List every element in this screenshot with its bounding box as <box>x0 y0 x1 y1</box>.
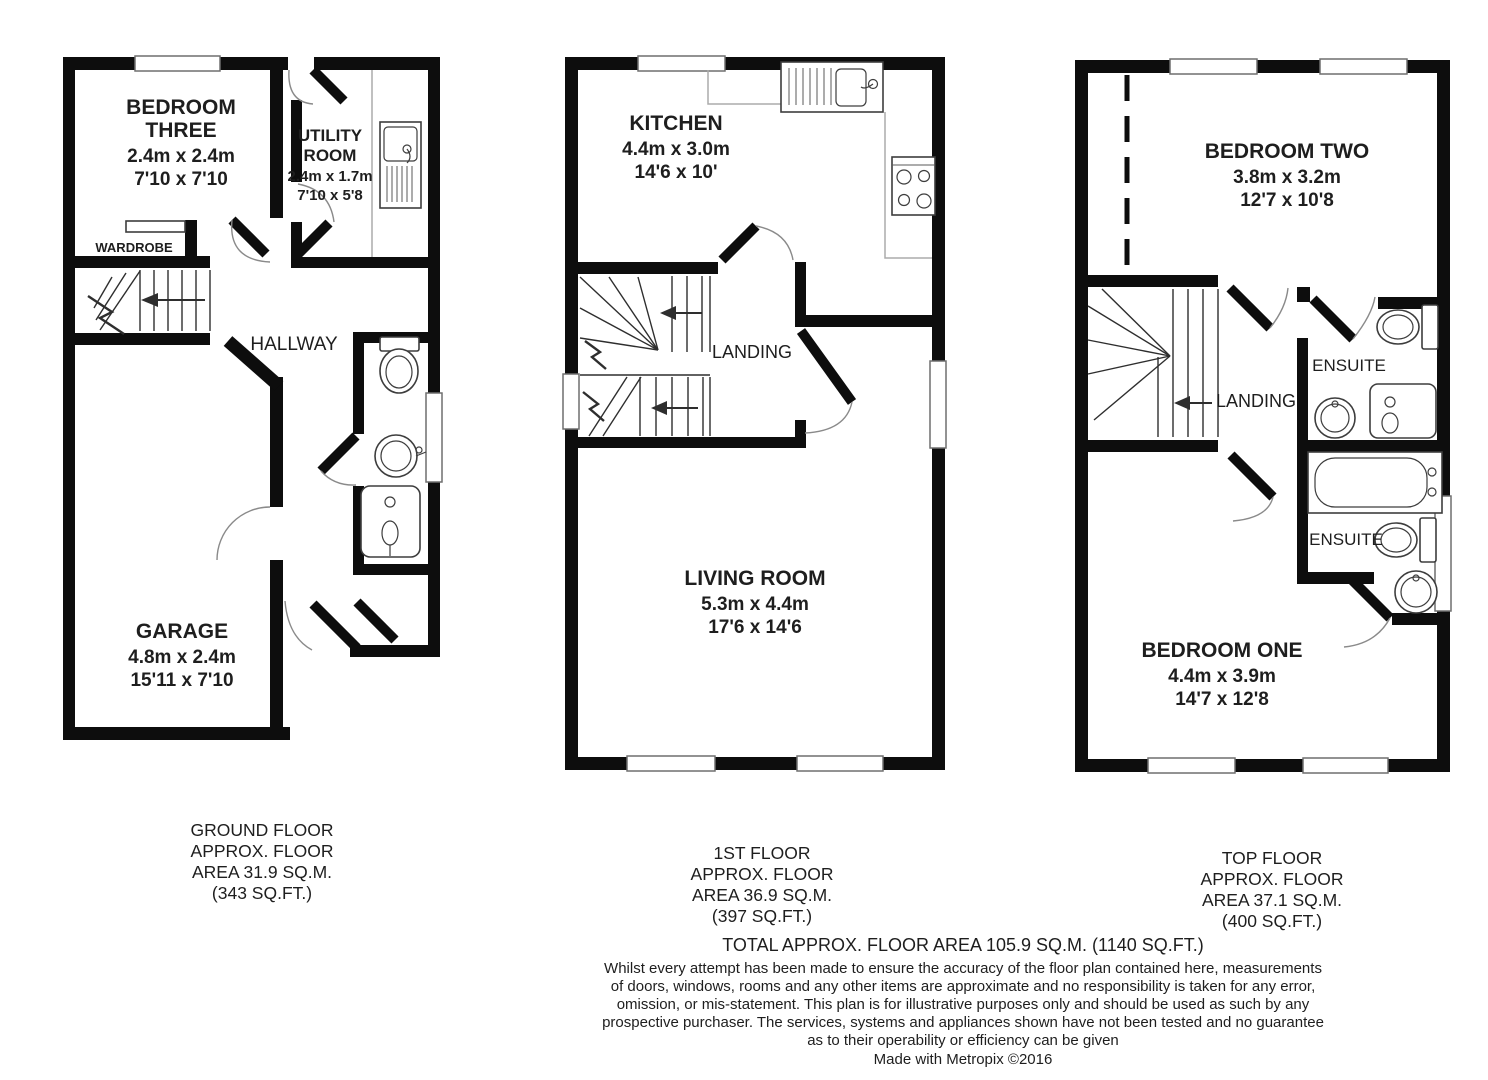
door-arc <box>1270 288 1288 328</box>
first-windows <box>563 56 946 771</box>
bedroom-three-label2: THREE <box>145 119 217 142</box>
disclaimer-line: as to their operability or efficiency can be given <box>807 1032 1119 1049</box>
bedroom-one-door-leaf <box>1231 455 1273 497</box>
first-caption-3: AREA 36.9 SQ.M. <box>691 885 833 905</box>
bedroom-door-leaf <box>232 220 266 254</box>
utility-sink-icon <box>380 122 421 208</box>
landing-label: LANDING <box>1215 391 1297 411</box>
metropix-credit: Made with Metropix ©2016 <box>873 1051 1053 1068</box>
bath-icon <box>1308 452 1442 513</box>
bedroom-one-metric: 4.4m x 3.9m <box>1168 666 1276 687</box>
kitchen-label: KITCHEN <box>629 112 723 135</box>
top-floor-plan <box>1075 59 1451 773</box>
door-arc <box>1233 497 1273 521</box>
toilet-icon <box>1375 518 1436 562</box>
basin-icon <box>375 435 426 477</box>
window <box>1170 59 1257 74</box>
shower-icon <box>1370 384 1436 438</box>
ensuite-door-leaf <box>1313 299 1353 339</box>
wardrobe-door <box>126 221 185 232</box>
wc-door-leaf <box>321 436 356 471</box>
shower-icon <box>361 486 420 557</box>
first-caption-2: APPROX. FLOOR <box>690 864 834 884</box>
hallway-label: HALLWAY <box>250 334 338 355</box>
bedroom-three-imperial: 7'10 x 7'10 <box>134 169 228 190</box>
top-fixtures <box>1308 305 1442 613</box>
front-door-leaf <box>313 70 344 101</box>
top-stairs-icon <box>1088 289 1218 437</box>
door-arc <box>805 402 852 433</box>
utility-metric: 2.4m x 1.7m <box>287 168 373 185</box>
window <box>930 361 946 448</box>
door-arc <box>285 601 312 650</box>
window <box>563 374 579 429</box>
wardrobe-label: WARDROBE <box>95 240 173 255</box>
floor-captions <box>191 820 1344 931</box>
hob-icon <box>892 157 935 215</box>
living-room-label: LIVING ROOM <box>684 567 826 590</box>
door-arc <box>1353 297 1375 339</box>
kitchen-sink-icon <box>781 62 883 112</box>
first-doors <box>722 226 852 433</box>
footer-text <box>602 935 1324 1068</box>
pedestal-basin-icon <box>1315 398 1355 438</box>
top-caption-2: APPROX. FLOOR <box>1200 869 1344 889</box>
door-arc <box>1344 618 1390 647</box>
bedroom-two-door-leaf <box>1230 288 1270 328</box>
pedestal-basin-icon <box>1395 571 1437 613</box>
ensuite-lower-label: ENSUITE <box>1309 530 1383 549</box>
garage-label: GARAGE <box>135 620 229 643</box>
first-floor-plan <box>563 56 946 771</box>
first-caption-1: 1ST FLOOR <box>713 843 811 863</box>
window <box>426 393 442 482</box>
ground-stairs-icon <box>88 270 210 334</box>
bedroom-one-imperial: 14'7 x 12'8 <box>1175 689 1269 710</box>
top-caption-4: (400 SQ.FT.) <box>1221 911 1323 931</box>
bedroom-two-imperial: 12'7 x 10'8 <box>1240 190 1334 211</box>
kitchen-imperial: 14'6 x 10' <box>634 162 718 183</box>
toilet-icon <box>380 337 419 393</box>
rear-door-leaf <box>313 604 357 648</box>
utility-label: UTILITY <box>297 126 363 145</box>
window <box>797 756 883 771</box>
door-arc <box>756 226 793 260</box>
top-caption-3: AREA 37.1 SQ.M. <box>1201 890 1343 910</box>
window <box>627 756 715 771</box>
ground-caption-4: (343 SQ.FT.) <box>211 883 313 903</box>
living-door-leaf <box>801 331 852 402</box>
kitchen-door-leaf <box>722 226 756 260</box>
toilet-icon <box>1377 305 1438 349</box>
disclaimer-line: omission, or mis-statement. This plan is for illustrative purposes only and should be used as such by any <box>616 996 1310 1013</box>
window <box>1148 758 1235 773</box>
ground-caption-3: AREA 31.9 SQ.M. <box>191 862 333 882</box>
disclaimer-line: of doors, windows, rooms and any other items are approximate and no responsibility is taken for any error, <box>610 978 1316 995</box>
living-room-metric: 5.3m x 4.4m <box>701 594 809 615</box>
bedroom-three-label: BEDROOM <box>126 96 236 119</box>
ground-caption-1: GROUND FLOOR <box>190 820 334 840</box>
bedroom-three-metric: 2.4m x 2.4m <box>127 146 235 167</box>
window <box>1320 59 1407 74</box>
door-arc <box>321 471 356 485</box>
ensuite-upper-label: ENSUITE <box>1312 356 1386 375</box>
first-stairs-icon <box>580 276 710 436</box>
ground-labels <box>95 96 372 691</box>
top-caption-1: TOP FLOOR <box>1221 848 1323 868</box>
kitchen-metric: 4.4m x 3.0m <box>622 139 730 160</box>
rear-door-leaf <box>357 602 395 640</box>
bedroom-two-metric: 3.8m x 3.2m <box>1233 167 1341 188</box>
ground-floor-plan <box>63 56 442 740</box>
window <box>1303 758 1388 773</box>
garage-metric: 4.8m x 2.4m <box>128 647 236 668</box>
disclaimer-line: prospective purchaser. The services, systems and appliances shown have not been tested and no guarantee <box>602 1014 1324 1031</box>
garage-door-arc <box>217 507 270 560</box>
living-room-imperial: 17'6 x 14'6 <box>708 617 802 638</box>
door-arc <box>289 70 313 104</box>
garage-imperial: 15'11 x 7'10 <box>130 670 234 691</box>
window <box>135 56 220 71</box>
window <box>638 56 725 71</box>
landing-label: LANDING <box>711 342 793 362</box>
first-walls <box>565 57 945 770</box>
total-area-text: TOTAL APPROX. FLOOR AREA 105.9 SQ.M. (1140 SQ.FT.) <box>722 935 1204 955</box>
ground-caption-2: APPROX. FLOOR <box>190 841 334 861</box>
first-caption-4: (397 SQ.FT.) <box>711 906 813 926</box>
utility-imperial: 7'10 x 5'8 <box>297 187 363 204</box>
utility-label2: ROOM <box>303 146 357 165</box>
disclaimer-line: Whilst every attempt has been made to ensure the accuracy of the floor plan contained here, measurements <box>604 960 1322 977</box>
bedroom-one-label: BEDROOM ONE <box>1141 639 1303 662</box>
first-fixtures <box>708 62 935 258</box>
bedroom-two-label: BEDROOM TWO <box>1204 140 1370 163</box>
